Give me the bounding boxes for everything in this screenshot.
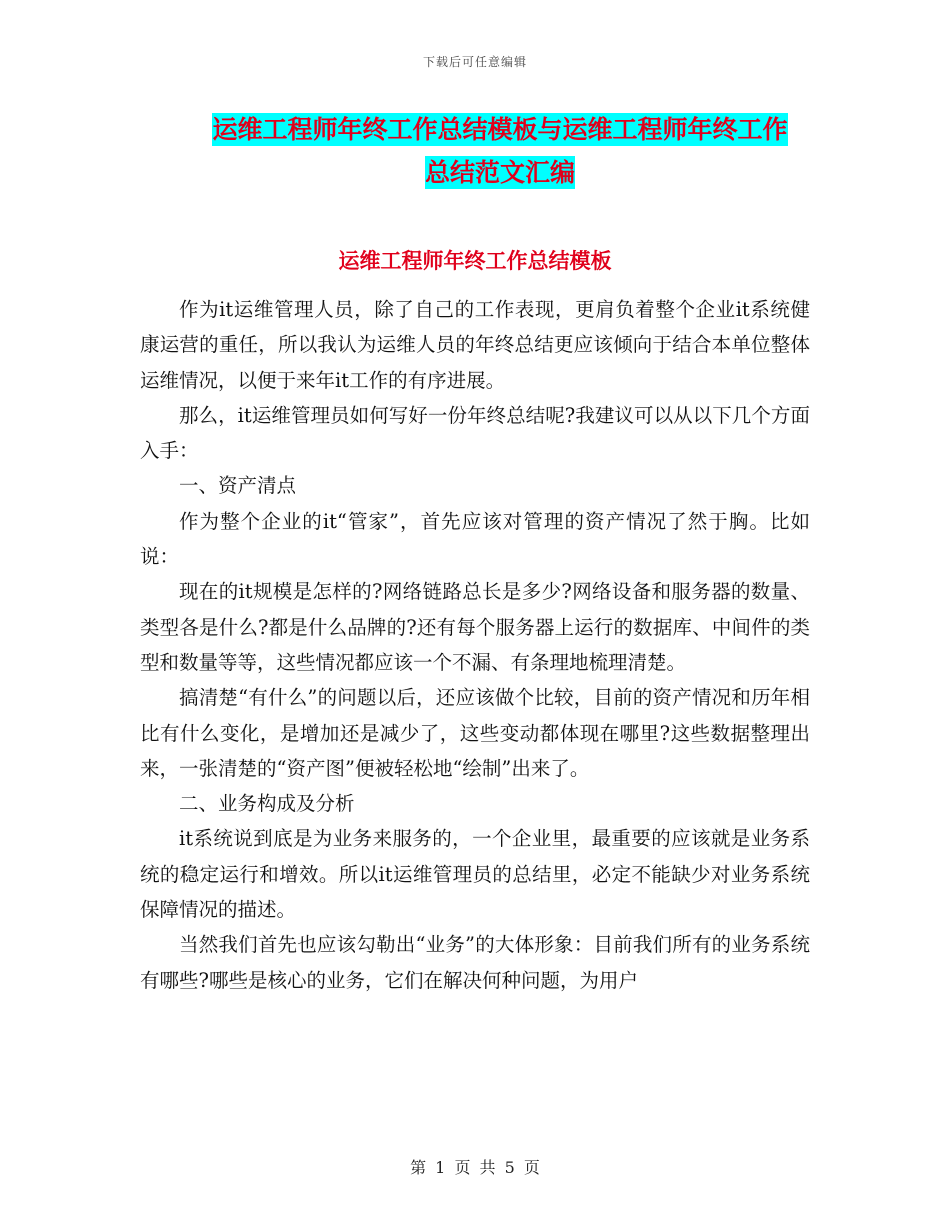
paragraph: 那么，it运维管理员如何写好一份年终总结呢?我建议可以从以下几个方面入手： bbox=[140, 403, 810, 463]
header-note: 下载后可任意编辑 bbox=[422, 55, 527, 69]
paragraph: it系统说到底是为业务来服务的，一个企业里，最重要的应该就是业务系统的稳定运行和增效。所以it运维管理员的总结里，必定不能缺少对业务系统保障情况的描述。 bbox=[140, 827, 810, 922]
section-title: 运维工程师年终工作总结模板 bbox=[338, 249, 612, 273]
paragraph: 现在的it规模是怎样的?网络链路总长是多少?网络设备和服务器的数量、类型各是什么?都是什么品牌的?还有每个服务器上运行的数据库、中间件的类型和数量等等，这些情况都应该一个不漏、有条理地梳理清楚。 bbox=[140, 580, 810, 674]
document-title-line-2: 总结范文汇编 bbox=[424, 158, 575, 187]
subheading-business-analysis: 二、业务构成及分析 bbox=[179, 792, 355, 816]
paragraph: 当然我们首先也应该勾勒出“业务”的大体形象：目前我们所有的业务系统有哪些?哪些是核心的业务，它们在解决何种问题，为用户 bbox=[140, 933, 810, 992]
paragraph: 搞清楚“有什么”的问题以后，还应该做个比较，目前的资产情况和历年相比有什么变化，是增加还是减少了，这些变动都体现在哪里?这些数据整理出来，一张清楚的“资产图”便被轻松地“绘制”出来了。 bbox=[140, 686, 810, 780]
page-footer: 第 1 页 共 5 页 bbox=[410, 1158, 540, 1177]
subheading-asset-inventory: 一、资产清点 bbox=[179, 474, 297, 498]
paragraph: 作为整个企业的it“管家”，首先应该对管理的资产情况了然于胸。比如说： bbox=[140, 509, 810, 569]
document-body bbox=[140, 292, 810, 998]
document-title-line-1: 运维工程师年终工作总结模板与运维工程师年终工作 bbox=[212, 115, 788, 144]
paragraph: 作为it运维管理人员，除了自己的工作表现，更肩负着整个企业it系统健康运营的重任，所以我认为运维人员的年终总结更应该倾向于结合本单位整体运维情况，以便于来年it工作的有序进展。 bbox=[140, 298, 810, 392]
document-title bbox=[130, 108, 870, 194]
